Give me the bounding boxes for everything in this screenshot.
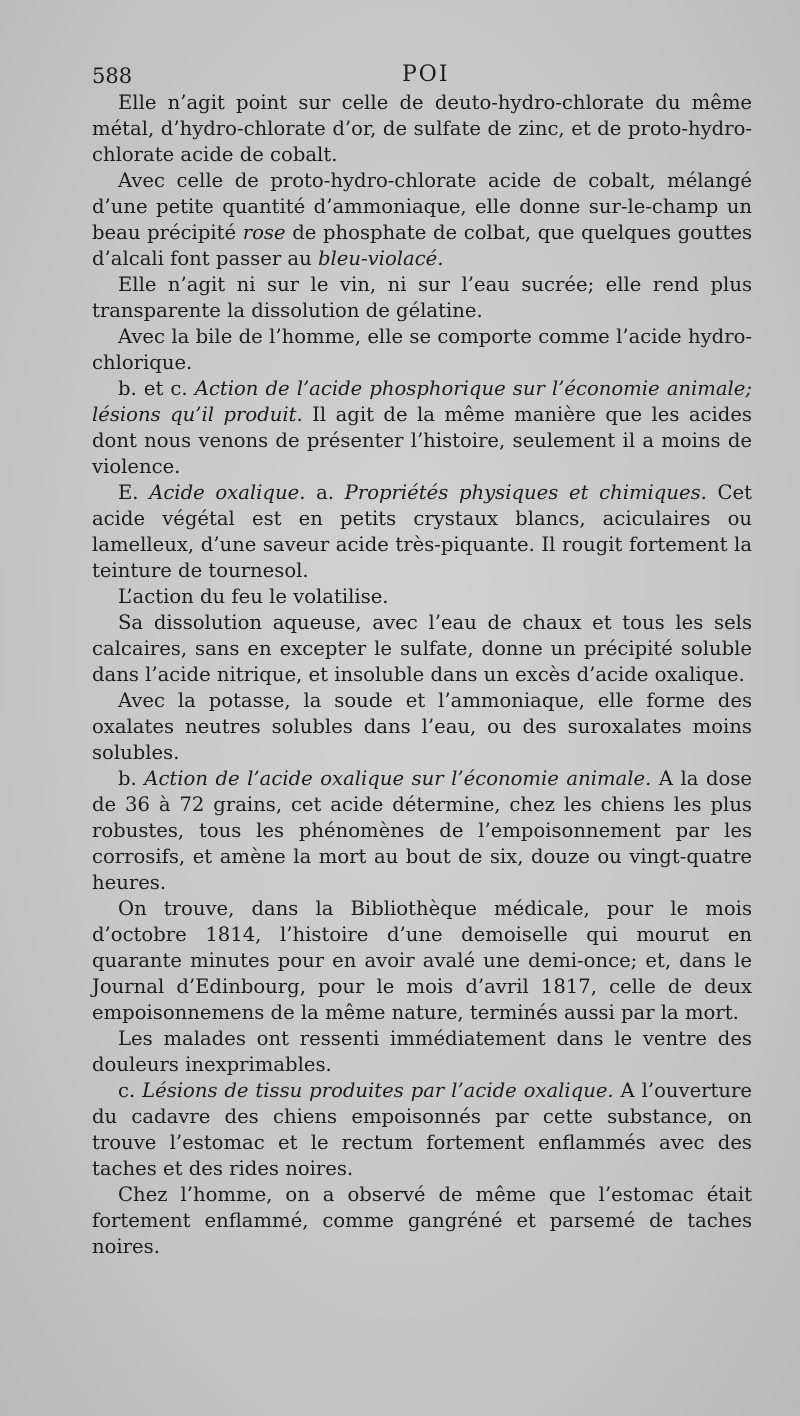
italic-text: Acide oxalique. bbox=[149, 481, 306, 504]
italic-text: bleu-violacé. bbox=[317, 247, 444, 270]
paragraph bbox=[92, 90, 752, 168]
running-head: POI bbox=[402, 62, 450, 87]
paragraph bbox=[92, 688, 752, 766]
text-run: A la dose de 36 à 72 grains, cet acide détermine, chez les chiens les plus robustes, tous les phénomènes de l’empoisonnement par les corrosifs, et amène la mort au bout de six, douze ou vingt-quatre heures. bbox=[92, 767, 752, 894]
text-run: Avec celle de proto-hydro-chlorate acide de cobalt, mélangé d’une petite quantité d’ammoniaque, elle donne sur-le-champ un beau précipité bbox=[92, 169, 752, 244]
paragraph bbox=[92, 1078, 752, 1182]
paragraph bbox=[92, 324, 752, 376]
paragraph bbox=[92, 376, 752, 480]
text-run: E. bbox=[118, 481, 150, 504]
paragraph bbox=[92, 1026, 752, 1078]
body-text bbox=[92, 90, 752, 1260]
text-run: b. bbox=[118, 767, 145, 790]
italic-text: rose bbox=[242, 221, 286, 244]
text-run: A l’ouverture du cadavre des chiens empoisonnés par cette substance, on trouve l’estomac et le rectum fortement enflammés avec des taches et des rides noires. bbox=[92, 1079, 752, 1180]
paragraph bbox=[92, 168, 752, 272]
text-run: L’action du feu le volatilise. bbox=[118, 585, 389, 608]
text-run: Les malades ont ressenti immédiatement dans le ventre des douleurs inexprimables. bbox=[92, 1027, 752, 1076]
paragraph bbox=[92, 766, 752, 896]
page-number: 588 bbox=[92, 64, 133, 88]
text-run: Elle n’agit ni sur le vin, ni sur l’eau sucrée; elle rend plus transparente la dissolution de gélatine. bbox=[92, 273, 752, 322]
text-run: On trouve, dans la Bibliothèque médicale, pour le mois d’octobre 1814, l’histoire d’une demoiselle qui mourut en quarante minutes pour en avoir avalé une demi-once; et, dans le Journal d’Edinbourg, pour le mois d’avril 1817, celle de deux empoisonnemens de la même nature, terminés aussi par la mort. bbox=[92, 897, 752, 1024]
paragraph bbox=[92, 896, 752, 1026]
page-header bbox=[92, 56, 752, 90]
italic-text: Action de l’acide oxalique sur l’économie animale. bbox=[144, 767, 652, 790]
paragraph bbox=[92, 1182, 752, 1260]
text-run: Sa dissolution aqueuse, avec l’eau de chaux et tous les sels calcaires, sans en excepter le sulfate, donne un précipité soluble dans l’acide nitrique, et insoluble dans un excès d’acide oxalique. bbox=[92, 611, 752, 686]
italic-text: Lésions de tissu produites par l’acide oxalique. bbox=[142, 1079, 614, 1102]
text-run: Il agit de la même manière que les acides dont nous venons de présenter l’histoire, seulement il a moins de violence. bbox=[92, 403, 752, 478]
paragraph bbox=[92, 480, 752, 584]
text-run: Chez l’homme, on a observé de même que l’estomac était fortement enflammé, comme gangréné et parsemé de taches noires. bbox=[92, 1183, 752, 1258]
text-run: Avec la potasse, la soude et l’ammoniaque, elle forme des oxalates neutres solubles dans l’eau, ou des suroxalates moins solubles. bbox=[92, 689, 752, 764]
text-run: Elle n’agit point sur celle de deuto-hydro-chlorate du même métal, d’hydro-chlorate d’or, de sulfate de zinc, et de proto-hydro-chlorate acide de cobalt. bbox=[92, 91, 752, 166]
text-run: c. bbox=[118, 1079, 143, 1102]
book-page bbox=[92, 56, 752, 1260]
italic-text: Propriétés physiques et chimiques. bbox=[344, 481, 707, 504]
text-run: Avec la bile de l’homme, elle se comporte comme l’acide hydro-chlorique. bbox=[92, 325, 752, 374]
text-run: a. bbox=[305, 481, 345, 504]
paragraph bbox=[92, 610, 752, 688]
italic-text: Action de l’acide phosphorique sur l’économie animale; lésions qu’il produit. bbox=[92, 377, 752, 426]
text-run: b. et c. bbox=[118, 377, 195, 400]
paragraph bbox=[92, 584, 752, 610]
paragraph bbox=[92, 272, 752, 324]
text-run: de phosphate de colbat, que quelques gouttes d’alcali font passer au bbox=[92, 221, 752, 270]
text-run: Cet acide végétal est en petits crystaux blancs, aciculaires ou lamelleux, d’une saveur acide très-piquante. Il rougit fortement la teinture de tournesol. bbox=[92, 481, 752, 582]
